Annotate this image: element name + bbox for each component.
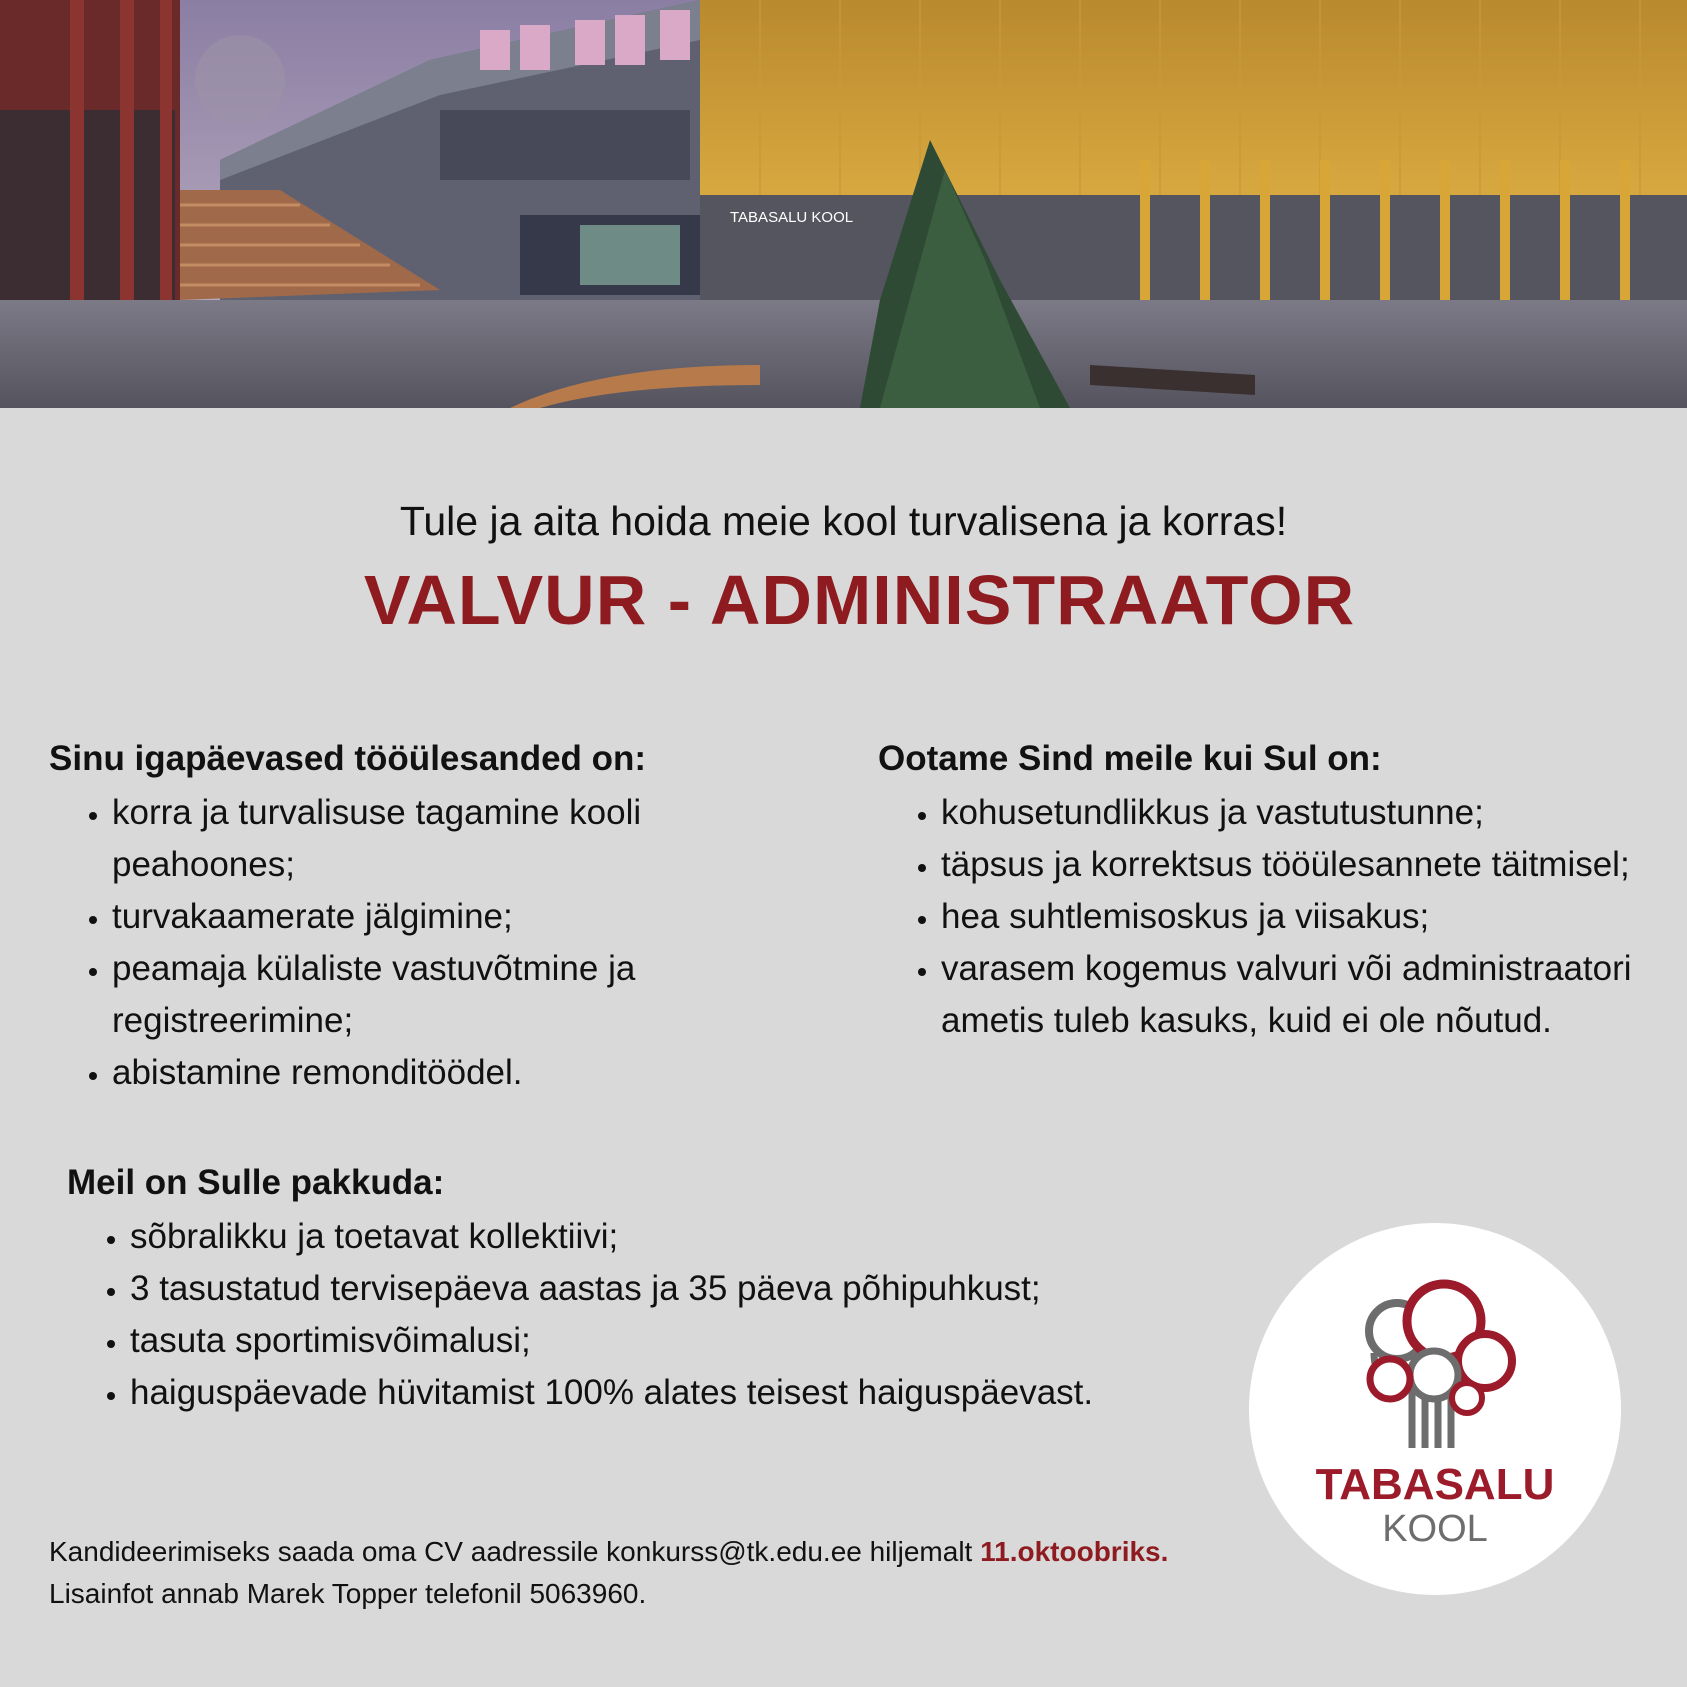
list-item: • 3 tasustatud tervisepäeva aastas ja 35 päeva põhipuhkust; xyxy=(130,1263,1217,1315)
job-title: VALVUR - ADMINISTRAATOR xyxy=(363,561,1356,639)
requirements-section xyxy=(878,739,1638,1047)
list-item: • varasem kogemus valvuri või administraatori ametis tuleb kasuks, kuid ei ole nõutud. xyxy=(941,943,1638,1047)
tagline: Tule ja aita hoida meie kool turvalisena ja korras! xyxy=(399,498,1288,544)
offer-section xyxy=(67,1163,1217,1419)
list-item: • tasuta sportimisvõimalusi; xyxy=(130,1315,1217,1367)
list-item: • peamaja külaliste vastuvõtmine ja registreerimine; xyxy=(112,943,749,1047)
list-item: • korra ja turvalisuse tagamine kooli peahoones; xyxy=(112,787,749,891)
duties-list xyxy=(49,787,749,1099)
list-item: • hea suhtlemisoskus ja viisakus; xyxy=(941,891,1638,943)
requirements-list xyxy=(878,787,1638,1047)
list-item: • täpsus ja korrektsus tööülesannete täitmisel; xyxy=(941,839,1638,891)
application-info xyxy=(49,1531,1168,1615)
list-item: • kohusetundlikkus ja vastutustunne; xyxy=(941,787,1638,839)
logo-name: TABASALU xyxy=(1315,1460,1555,1509)
application-line xyxy=(49,1531,1168,1573)
list-item: • turvakaamerate jälgimine; xyxy=(112,891,749,943)
building-sign: TABASALU KOOL xyxy=(730,209,854,226)
list-item: • sõbralikku ja toetavat kollektiivi; xyxy=(130,1211,1217,1263)
duties-heading: Sinu igapäevased tööülesanded on: xyxy=(49,739,647,778)
offer-list xyxy=(67,1211,1217,1419)
list-item: • haiguspäevade hüvitamist 100% alates teisest haiguspäevast. xyxy=(130,1367,1217,1419)
list-item: • abistamine remonditöödel. xyxy=(112,1047,749,1099)
application-text: Kandideerimiseks saada oma CV aadressile konkurss@tk.edu.ee hiljemalt xyxy=(49,1536,981,1567)
offer-heading: Meil on Sulle pakkuda: xyxy=(67,1163,445,1202)
contact-line: Lisainfot annab Marek Topper telefonil 5063960. xyxy=(49,1578,647,1609)
deadline: 11.oktoobriks. xyxy=(980,1536,1169,1567)
requirements-heading: Ootame Sind meile kui Sul on: xyxy=(878,739,1382,778)
school-logo xyxy=(1249,1223,1621,1595)
duties-section xyxy=(49,739,749,1099)
hero-photo xyxy=(0,0,1687,408)
logo-subtitle: KOOL xyxy=(1382,1508,1488,1550)
